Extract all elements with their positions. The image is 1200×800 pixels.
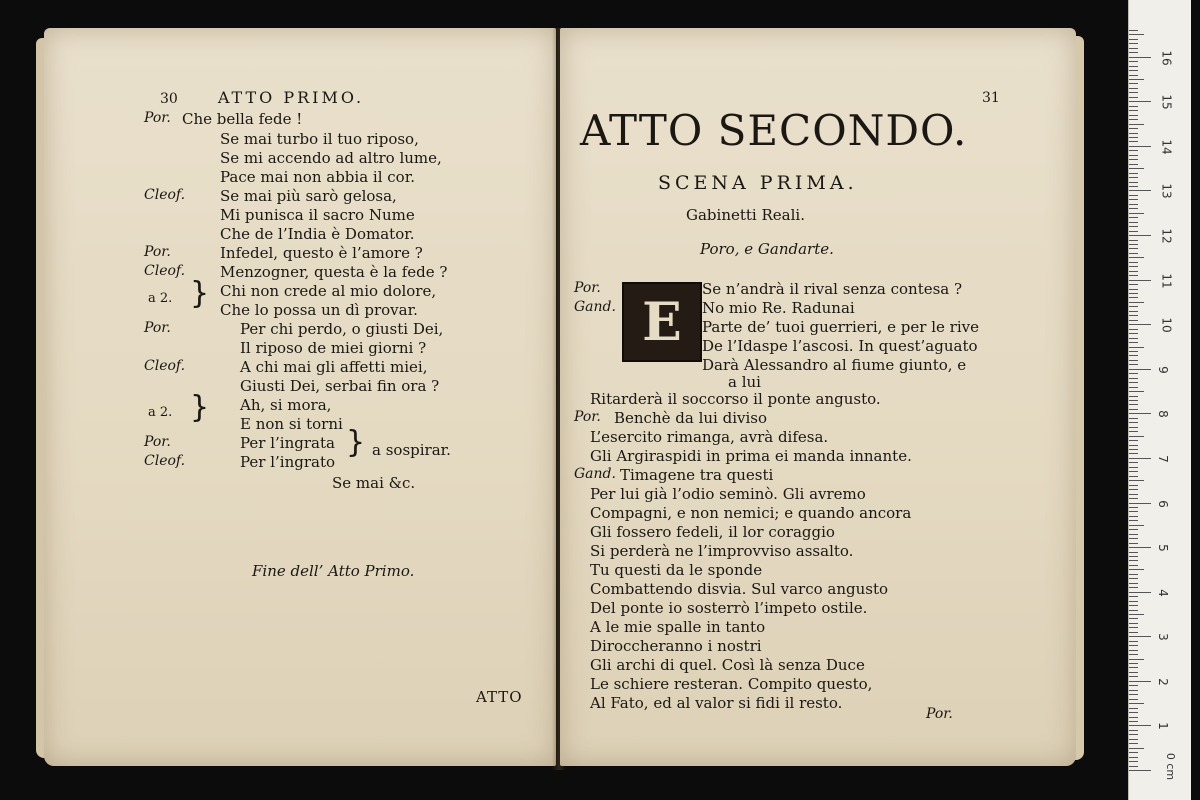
ruler-tick [1129, 289, 1138, 290]
ruler-tick [1129, 681, 1151, 682]
ruler-tick [1129, 578, 1138, 579]
ruler-tick [1129, 511, 1138, 512]
ruler-tick [1129, 721, 1138, 722]
ruler-tick [1129, 75, 1138, 76]
ruler-tick [1129, 195, 1138, 196]
verse-line: Diroccheranno i nostri [590, 637, 762, 655]
ruler-tick [1129, 672, 1138, 673]
ruler-tick [1129, 217, 1138, 218]
ruler-number: 8 [1155, 410, 1170, 419]
speaker-label: Por. [144, 434, 171, 450]
ruler-tick [1129, 391, 1144, 392]
ruler-tick [1129, 347, 1144, 348]
end-of-act: Fine dell’ Atto Primo. [252, 562, 415, 580]
ruler-tick [1129, 226, 1138, 227]
verse-line: Gli fossero fedeli, il lor coraggio [590, 523, 835, 541]
ruler-tick [1129, 565, 1138, 566]
ruler-tick [1129, 88, 1138, 89]
speaker-label: Cleof. [144, 263, 186, 279]
ruler-tick [1129, 654, 1138, 655]
ruler-tick [1129, 266, 1138, 267]
ruler-tick [1129, 690, 1138, 691]
ruler-tick [1129, 498, 1138, 499]
ruler-tick [1129, 436, 1144, 437]
verse-line: Per chi perdo, o giusti Dei, [240, 320, 444, 338]
verse-line: Benchè da lui diviso [614, 409, 768, 427]
ruler-tick [1129, 351, 1138, 352]
ruler-tick [1129, 235, 1151, 236]
measurement-ruler [1128, 0, 1191, 800]
ruler-number: 3 [1155, 633, 1170, 642]
scene-title: SCENA PRIMA. [658, 172, 858, 194]
ruler-unit: 0 cm [1164, 752, 1178, 781]
ruler-tick [1129, 213, 1144, 214]
verse-line: Ah, si mora, [240, 396, 332, 414]
ruler-tick [1129, 43, 1138, 44]
verse-line: Che bella fede ! [182, 110, 303, 128]
scene-characters: Poro, e Gandarte. [700, 240, 834, 258]
verse-line: Del ponte io sosterrò l’impeto ostile. [590, 599, 868, 617]
ruler-tick [1129, 52, 1138, 53]
verse-line: Se mai &c. [332, 474, 416, 492]
ruler-tick [1129, 734, 1138, 735]
ruler-tick [1129, 364, 1138, 365]
ruler-tick [1129, 128, 1138, 129]
verse-line: Che lo possa un dì provar. [220, 301, 418, 319]
verse-line: Per l’ingrato [240, 453, 336, 471]
verse-line: Parte de’ tuoi guerrieri, e per le rive [702, 318, 979, 336]
ruler-tick [1129, 231, 1138, 232]
verse-line: A chi mai gli affetti miei, [240, 358, 428, 376]
ruler-tick [1129, 177, 1138, 178]
left-page-number: 30 [160, 91, 178, 107]
ruler-tick [1129, 663, 1138, 664]
verse-line: Gli Argiraspidi in prima ei manda innante. [590, 447, 912, 465]
verse-line: Giusti Dei, serbai fin ora ? [240, 377, 440, 395]
ruler-tick [1129, 280, 1151, 281]
verse-line: De l’Idaspe l’ascosi. In quest’aguato [702, 337, 978, 355]
speaker-label: Gand. [574, 466, 616, 482]
ruler-tick [1129, 306, 1138, 307]
verse-line: Gli archi di quel. Così là senza Duce [590, 656, 865, 674]
verse-line: Infedel, questo è l’amore ? [220, 244, 423, 262]
ruler-tick [1129, 516, 1138, 517]
speaker-label: Por. [144, 320, 171, 336]
ruler-tick [1129, 262, 1138, 263]
speaker-label: Por. [144, 244, 171, 260]
verse-line: Combattendo disvia. Sul varco angusto [590, 580, 889, 598]
ruler-number: 9 [1155, 365, 1170, 374]
verse-line: Darà Alessandro al fiume giunto, e [702, 356, 967, 374]
speaker-label: Por. [574, 409, 601, 425]
ruler-tick [1129, 476, 1138, 477]
decorated-initial-letter: E [642, 291, 682, 353]
verse-line: Compagni, e non nemici; e quando ancora [590, 504, 912, 522]
brace-glyph: } [346, 425, 366, 460]
scene-setting: Gabinetti Reali. [686, 206, 805, 224]
verse-line: Timagene tra questi [620, 466, 774, 484]
ruler-tick [1129, 404, 1138, 405]
speaker-label: Cleof. [144, 453, 186, 469]
verse-line: Se mi accendo ad altro lume, [220, 149, 442, 167]
ruler-tick [1129, 445, 1138, 446]
ruler-tick [1129, 538, 1138, 539]
ruler-number: 10 [1159, 317, 1174, 333]
ruler-tick [1129, 164, 1138, 165]
ruler-tick [1129, 115, 1138, 116]
left-page [44, 28, 556, 766]
ruler-tick [1129, 618, 1138, 619]
ruler-tick [1129, 34, 1144, 35]
ruler-tick [1129, 645, 1138, 646]
ruler-tick [1129, 712, 1138, 713]
ruler-tick [1129, 703, 1144, 704]
ruler-tick [1129, 458, 1151, 459]
verse-line: a lui [728, 373, 761, 391]
verse-line: Chi non crede al mio dolore, [220, 282, 437, 300]
ruler-tick [1129, 208, 1138, 209]
ruler-number: 11 [1159, 272, 1174, 289]
ruler-tick [1129, 605, 1138, 606]
ruler-tick [1129, 529, 1138, 530]
ruler-tick [1129, 418, 1138, 419]
ruler-number: 12 [1159, 228, 1174, 244]
ruler-tick [1129, 556, 1138, 557]
ruler-tick [1129, 338, 1138, 339]
ruler-tick [1129, 685, 1138, 686]
ruler-number: 14 [1159, 139, 1174, 155]
ruler-tick [1129, 485, 1138, 486]
ruler-tick [1129, 717, 1138, 718]
ruler-tick [1129, 409, 1138, 410]
ruler-tick [1129, 730, 1138, 731]
ruler-tick [1129, 329, 1138, 330]
ruler-tick [1129, 627, 1138, 628]
ruler-tick [1129, 507, 1138, 508]
ruler-tick [1129, 101, 1151, 102]
ruler-tick [1129, 271, 1138, 272]
ruler-tick [1129, 413, 1151, 414]
ruler-number: 13 [1159, 183, 1174, 200]
ruler-tick [1129, 133, 1138, 134]
ruler-tick [1129, 676, 1138, 677]
ruler-tick [1129, 422, 1138, 423]
ruler-tick [1129, 369, 1151, 370]
ruler-tick [1129, 623, 1138, 624]
verse-line: Mi punisca il sacro Nume [220, 206, 415, 224]
ruler-tick [1129, 311, 1138, 312]
ruler-number: 4 [1155, 588, 1170, 597]
verse-line: Al Fato, ed al valor si fidi il resto. [590, 694, 843, 712]
ruler-tick [1129, 462, 1138, 463]
ruler-tick [1129, 650, 1138, 651]
verse-line: L’esercito rimanga, avrà difesa. [590, 428, 829, 446]
ruler-tick [1129, 186, 1138, 187]
decorated-initial [622, 282, 702, 362]
ruler-number: 2 [1155, 678, 1170, 686]
verse-line: No mio Re. Radunai [702, 299, 855, 317]
ruler-tick [1129, 97, 1138, 98]
ruler-tick [1129, 315, 1138, 316]
ruler-tick [1129, 106, 1138, 107]
left-running-head [160, 88, 364, 107]
verse-line: E non si torni [240, 415, 343, 433]
ruler-number: 5 [1155, 544, 1170, 552]
verse-line: Le schiere resteran. Compito questo, [590, 675, 873, 693]
verse-line: Il riposo de miei giorni ? [240, 339, 427, 357]
ruler-tick [1129, 583, 1138, 584]
ruler-tick [1129, 387, 1138, 388]
verse-line: Menzogner, questa è la fede ? [220, 263, 448, 281]
ruler-number: 16 [1159, 50, 1174, 66]
ruler-tick [1129, 667, 1138, 668]
verse-line: Se mai turbo il tuo riposo, [220, 130, 419, 148]
verse-line: Se mai più sarò gelosa, [220, 187, 397, 205]
speaker-label: Por. [144, 110, 171, 126]
verse-line: Pace mai non abbia il cor. [220, 168, 415, 186]
ruler-tick [1129, 471, 1138, 472]
ruler-tick [1129, 431, 1138, 432]
ruler-tick [1129, 382, 1138, 383]
ruler-tick [1129, 453, 1138, 454]
ruler-tick [1129, 57, 1151, 58]
brace-glyph: } [190, 276, 210, 311]
speaker-label: Cleof. [144, 358, 186, 374]
a-due-marker: a 2. [148, 405, 173, 420]
ruler-tick [1129, 83, 1138, 84]
ruler-tick [1129, 699, 1138, 700]
ruler-number: 7 [1155, 455, 1170, 463]
right-page [560, 28, 1076, 766]
ruler-tick [1129, 199, 1138, 200]
a-due-marker: a 2. [148, 291, 173, 306]
ruler-tick [1129, 596, 1138, 597]
ruler-tick [1129, 173, 1138, 174]
ruler-tick [1129, 552, 1138, 553]
ruler-tick [1129, 489, 1138, 490]
ruler-tick [1129, 748, 1144, 749]
ruler-tick [1129, 766, 1138, 767]
ruler-tick [1129, 222, 1138, 223]
verse-line: Per lui già l’odio seminò. Gli avremo [590, 485, 866, 503]
ruler-tick [1129, 204, 1138, 205]
ruler-tick [1129, 240, 1138, 241]
open-book [36, 28, 1086, 770]
ruler-tick [1129, 574, 1138, 575]
ruler-tick [1129, 547, 1151, 548]
ruler-tick [1129, 396, 1138, 397]
ruler-tick [1129, 632, 1138, 633]
ruler-tick [1129, 503, 1151, 504]
ruler-tick [1129, 770, 1151, 771]
right-page-number: 31 [982, 90, 1000, 106]
catchword: Por. [926, 706, 953, 722]
ruler-tick [1129, 146, 1151, 147]
ruler-tick [1129, 70, 1138, 71]
ruler-tick [1129, 752, 1138, 753]
verse-line: a sospirar. [372, 441, 451, 459]
ruler-tick [1129, 333, 1138, 334]
ruler-tick [1129, 159, 1138, 160]
ruler-tick [1129, 342, 1138, 343]
ruler-tick [1129, 708, 1138, 709]
ruler-tick [1129, 761, 1138, 762]
ruler-tick [1129, 30, 1138, 31]
ruler-tick [1129, 79, 1144, 80]
ruler-number: 6 [1155, 499, 1170, 508]
ruler-tick [1129, 614, 1144, 615]
ruler-tick [1129, 587, 1138, 588]
ruler-tick [1129, 659, 1144, 660]
ruler-tick [1129, 355, 1138, 356]
ruler-tick [1129, 275, 1138, 276]
ruler-tick [1129, 534, 1138, 535]
ruler-tick [1129, 440, 1138, 441]
ruler-tick [1129, 150, 1138, 151]
ruler-tick [1129, 61, 1138, 62]
ruler-tick [1129, 297, 1138, 298]
ruler-tick [1129, 757, 1138, 758]
ruler-tick [1129, 293, 1138, 294]
ruler-tick [1129, 320, 1138, 321]
verse-line: A le mie spalle in tanto [590, 618, 766, 636]
ruler-tick [1129, 560, 1138, 561]
ruler-tick [1129, 302, 1144, 303]
ruler-tick [1129, 360, 1138, 361]
speaker-label: Cleof. [144, 187, 186, 203]
ruler-tick [1129, 244, 1138, 245]
speaker-label: Gand. [574, 299, 616, 315]
ruler-tick [1129, 694, 1138, 695]
ruler-tick [1129, 569, 1144, 570]
ruler-tick [1129, 525, 1144, 526]
ruler-tick [1129, 601, 1138, 602]
ruler-tick [1129, 449, 1138, 450]
ruler-tick [1129, 520, 1138, 521]
ruler-tick [1129, 168, 1144, 169]
verse-line: Se n’andrà il rival senza contesa ? [702, 280, 963, 298]
verse-line: Che de l’India è Domator. [220, 225, 415, 243]
ruler-tick [1129, 137, 1138, 138]
verse-line: Si perderà ne l’improvviso assalto. [590, 542, 854, 560]
ruler-tick [1129, 182, 1138, 183]
ruler-tick [1129, 743, 1138, 744]
ruler-tick [1129, 324, 1151, 325]
ruler-tick [1129, 66, 1138, 67]
brace-glyph: } [190, 390, 210, 425]
speaker-label: Por. [574, 280, 601, 296]
verse-line: Ritarderà il soccorso il ponte angusto. [590, 390, 881, 408]
ruler-tick [1129, 39, 1138, 40]
ruler-number: 1 [1155, 722, 1170, 731]
ruler-tick [1129, 119, 1138, 120]
ruler-tick [1129, 636, 1151, 637]
ruler-tick [1129, 467, 1138, 468]
ruler-tick [1129, 110, 1138, 111]
ruler-tick [1129, 610, 1138, 611]
ruler-tick [1129, 739, 1138, 740]
ruler-tick [1129, 725, 1151, 726]
ruler-tick [1129, 400, 1138, 401]
ruler-number: 15 [1159, 94, 1174, 110]
ruler-tick [1129, 257, 1144, 258]
ruler-tick [1129, 253, 1138, 254]
verse-line: Per l’ingrata [240, 434, 335, 452]
ruler-tick [1129, 190, 1151, 191]
ruler-tick [1129, 480, 1144, 481]
act-title: ATTO SECONDO. [580, 106, 968, 155]
ruler-tick [1129, 494, 1138, 495]
ruler-tick [1129, 641, 1138, 642]
ruler-tick [1129, 141, 1138, 142]
ruler-tick [1129, 248, 1138, 249]
verse-line: Tu questi da le sponde [590, 561, 763, 579]
ruler-tick [1129, 427, 1138, 428]
ruler-tick [1129, 592, 1151, 593]
left-running-head-text: ATTO PRIMO. [217, 88, 365, 107]
ruler-tick [1129, 155, 1138, 156]
ruler-tick [1129, 124, 1144, 125]
ruler-tick [1129, 378, 1138, 379]
ruler-tick [1129, 543, 1138, 544]
ruler-tick [1129, 48, 1138, 49]
ruler-tick [1129, 92, 1138, 93]
ruler-tick [1129, 284, 1138, 285]
ruler-tick [1129, 373, 1138, 374]
catchword: ATTO [476, 688, 523, 706]
